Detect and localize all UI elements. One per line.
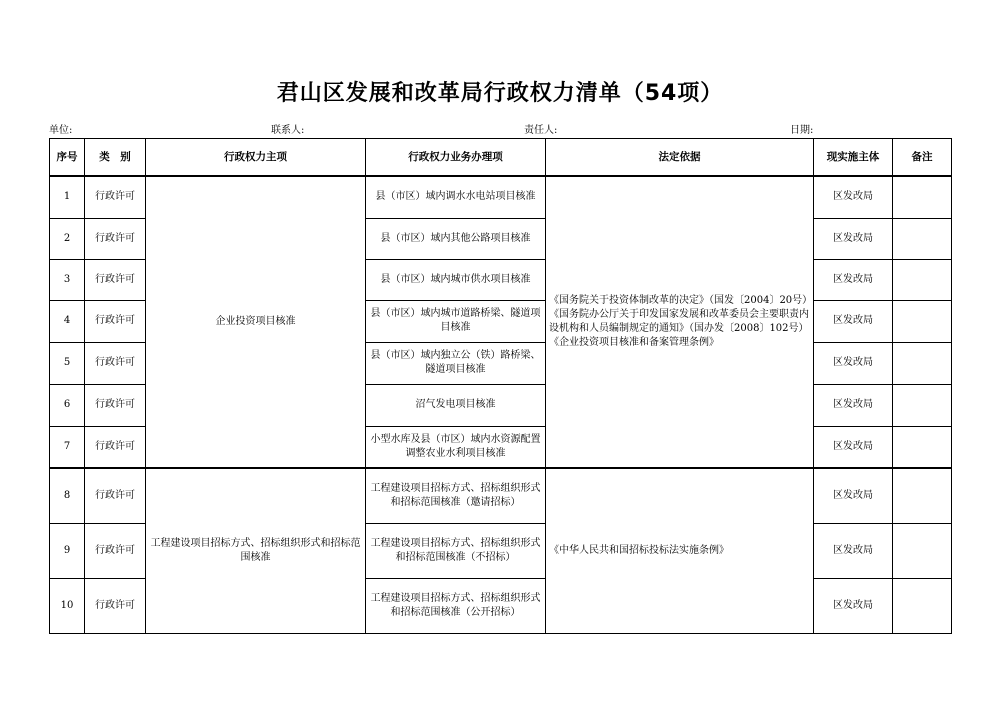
row-category: 行政许可	[85, 342, 146, 384]
legal-basis-cell	[546, 468, 814, 633]
contact-label: 联系人:	[271, 125, 305, 136]
row-category: 行政许可	[85, 218, 146, 259]
legal-basis-line: 《企业投资项目核准和备案管理条例》	[549, 337, 719, 348]
row-item: 工程建设项目招标方式、招标组织形式和招标范围核准（邀请招标）	[366, 468, 546, 523]
page-title: 君山区发展和改革局行政权力清单（54项）	[276, 81, 724, 106]
row-note	[893, 578, 952, 633]
legal-basis-line: 《中华人民共和国招标投标法实施条例》	[549, 544, 729, 556]
row-note	[893, 384, 952, 426]
header-note: 备注	[893, 139, 952, 177]
row-no: 7	[50, 426, 85, 468]
row-item: 工程建设项目招标方式、招标组织形式和招标范围核准（公开招标）	[366, 578, 546, 633]
row-note	[893, 523, 952, 578]
main-item-cell: 工程建设项目招标方式、招标组织形式和招标范围核准	[146, 468, 366, 633]
row-subject: 区发改局	[814, 218, 893, 259]
row-note	[893, 468, 952, 523]
row-no: 4	[50, 300, 85, 342]
legal-basis-line: 《国务院办公厅关于印发国家发展和改革委员会主要职责内设机构和人员编制规定的通知》（国办发〔2008〕102号）	[549, 309, 809, 334]
header-main-item: 行政权力主项	[146, 139, 366, 177]
row-item: 县（市区）域内城市供水项目核准	[366, 259, 546, 300]
header-legal-basis: 法定依据	[546, 139, 814, 177]
row-subject: 区发改局	[814, 176, 893, 218]
row-item: 沼气发电项目核准	[366, 384, 546, 426]
row-subject: 区发改局	[814, 384, 893, 426]
row-category: 行政许可	[85, 259, 146, 300]
header-subject: 现实施主体	[814, 139, 893, 177]
row-note	[893, 342, 952, 384]
row-no: 9	[50, 523, 85, 578]
row-category: 行政许可	[85, 578, 146, 633]
row-subject: 区发改局	[814, 523, 893, 578]
row-category: 行政许可	[85, 523, 146, 578]
row-item: 工程建设项目招标方式、招标组织形式和招标范围核准（不招标）	[366, 523, 546, 578]
row-subject: 区发改局	[814, 578, 893, 633]
row-item: 小型水库及县（市区）域内水资源配置调整农业水利项目核准	[366, 426, 546, 468]
responsible-label: 责任人:	[524, 125, 558, 136]
table-header-row	[50, 139, 952, 177]
row-note	[893, 300, 952, 342]
table-row	[50, 176, 952, 218]
row-subject: 区发改局	[814, 342, 893, 384]
row-no: 2	[50, 218, 85, 259]
row-subject: 区发改局	[814, 259, 893, 300]
row-category: 行政许可	[85, 176, 146, 218]
row-no: 8	[50, 468, 85, 523]
row-item: 县（市区）域内城市道路桥梁、隧道项目核准	[366, 300, 546, 342]
row-no: 5	[50, 342, 85, 384]
power-list-table	[49, 138, 952, 634]
main-item-cell: 企业投资项目核准	[146, 176, 366, 468]
header-category: 类 别	[85, 139, 146, 177]
row-no: 10	[50, 578, 85, 633]
row-item: 县（市区）域内其他公路项目核准	[366, 218, 546, 259]
row-no: 3	[50, 259, 85, 300]
row-note	[893, 176, 952, 218]
row-category: 行政许可	[85, 426, 146, 468]
table-row	[50, 468, 952, 523]
row-subject: 区发改局	[814, 468, 893, 523]
row-note	[893, 426, 952, 468]
row-item: 县（市区）域内独立公（铁）路桥梁、隧道项目核准	[366, 342, 546, 384]
row-category: 行政许可	[85, 384, 146, 426]
legal-basis-line: 《国务院关于投资体制改革的决定》（国发〔2004〕20号）	[549, 295, 813, 306]
row-note	[893, 259, 952, 300]
header-no: 序号	[50, 139, 85, 177]
row-category: 行政许可	[85, 300, 146, 342]
row-note	[893, 218, 952, 259]
row-subject: 区发改局	[814, 300, 893, 342]
row-no: 6	[50, 384, 85, 426]
legal-basis-cell	[546, 176, 814, 468]
row-category: 行政许可	[85, 468, 146, 523]
date-label: 日期:	[790, 125, 814, 136]
unit-label: 单位:	[49, 125, 73, 136]
row-subject: 区发改局	[814, 426, 893, 468]
header-business-item: 行政权力业务办理项	[366, 139, 546, 177]
row-item: 县（市区）域内调水水电站项目核准	[366, 176, 546, 218]
row-no: 1	[50, 176, 85, 218]
